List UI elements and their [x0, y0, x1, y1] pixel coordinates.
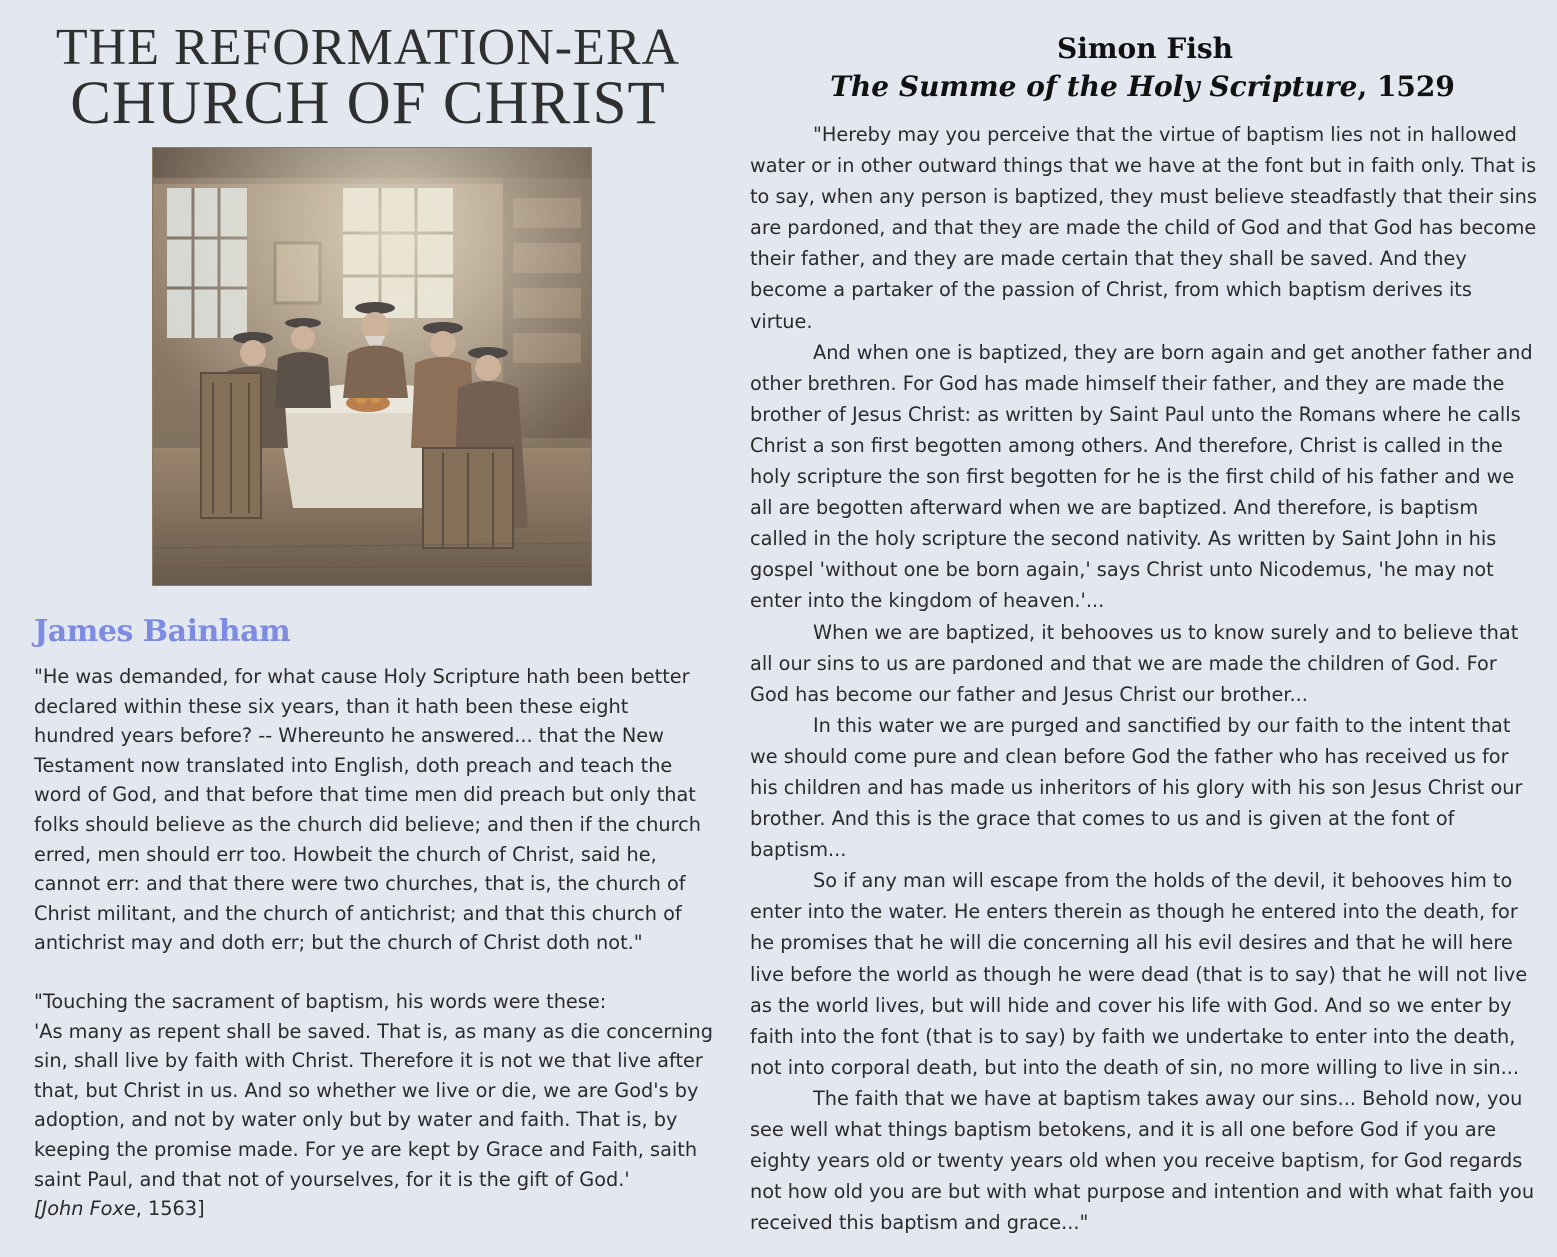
bainham-quote: [34, 662, 714, 1224]
fish-work: [745, 68, 1540, 106]
fish-paragraph-5: So if any man will escape from the holds of the devil, it behooves him to enter into the water. He enters therein as though he entered into the death, for he promises that he will die concerning all his evil desires and that he will here live before the world as though he were dead (that is to say) that he will not live as the world lives, but will hide and cover his life with God. And so we enter by faith into the font (that is to say) by faith we undertake to enter into the death, not into corporal death, but into the death of sin, no more willing to live in sin...: [750, 869, 1528, 1079]
page-title: [34, 19, 714, 137]
reformation-meeting-painting: [152, 147, 592, 586]
fish-work-title: The Summe of the Holy Scripture: [830, 70, 1358, 103]
page-title-line-2: CHURCH OF CHRIST: [70, 70, 666, 137]
bainham-citation: [34, 1194, 714, 1224]
left-column: [34, 19, 714, 1221]
fish-paragraph-3: When we are baptized, it behooves us to know surely and to believe that all our sins to us are pardoned and that we are made the children of God. For God has become our father and Jesus Christ our brother...: [750, 620, 1519, 706]
page-title-line-1: THE REFORMATION-ERA: [55, 19, 681, 76]
fish-paragraph-1: "Hereby may you perceive that the virtue of baptism lies not in hallowed water or in other outward things that we have at the font but in faith only. That is to say, when any person is baptized, they must believe steadfastly that their sins are pardoned, and that they are made the child of God and that God has become their father, and they are made certain that they shall be saved. And they become a partaker of the passion of Christ, from which baptism derives its virtue.: [750, 123, 1537, 333]
citation-rest: , 1563]: [135, 1197, 205, 1221]
fish-paragraph-4: In this water we are purged and sanctified by our faith to the intent that we should come pure and clean before God the father who has received us for his children and has made us inheritors of his glory with his son Jesus Christ our brother. And this is the grace that comes to us and is given at the font of baptism...: [750, 713, 1523, 862]
citation-open: [: [34, 1197, 42, 1221]
bainham-paragraph-1: "He was demanded, for what cause Holy Scripture hath been better declared within these six years, than it hath been these eight hundred years before? -- Whereunto he answered... that the New Testament now translated into English, doth preach and teach the word of God, and that before that time men did preach but only that folks should believe as the church did believe; and then if the church erred, men should err too. Howbeit the church of Christ, said he, cannot err: and that there were two churches, that is, the church of Christ militant, and the church of antichrist; and that this church of antichrist may and doth err; but the church of Christ doth not.": [34, 665, 701, 955]
fish-quote: [750, 119, 1540, 1238]
bainham-paragraph-2: "Touching the sacrament of baptism, his words were these:: [34, 989, 607, 1013]
bainham-paragraph-3: 'As many as repent shall be saved. That is, as many as die concerning sin, shall live by faith with Christ. Therefore it is not we that live after that, but Christ in us. And so whether we live or die, we are God's by adoption, and not by water only but by water and faith. That is, by keeping the promise made. For ye are kept by Grace and Faith, saith saint Paul, and that not of yourselves, for it is the gift of God.': [34, 1019, 713, 1191]
citation-author: John Foxe: [41, 1197, 136, 1221]
fish-paragraph-6: The faith that we have at baptism takes away our sins... Behold now, you see well what things baptism betokens, and it is all one before God if you are eighty years old or twenty years old when you receive baptism, for God regards not how old you are but with what purpose and intention and with what faith you received this baptism and grace...": [750, 1086, 1535, 1235]
fish-heading: [750, 30, 1540, 106]
right-column: [750, 30, 1540, 1238]
fish-author: Simon Fish: [1057, 32, 1233, 65]
fish-paragraph-2: And when one is baptized, they are born again and get another father and other brethren. For God has made himself their father, and they are made the brother of Jesus Christ: as written by Saint Paul unto the Romans where he calls Christ a son first begotten among others. And therefore, Christ is called in the holy scripture the son first begotten for he is the first child of his father and we all are begotten afterward when we are baptized. And therefore, is baptism called in the holy scripture the second nativity. As written by Saint John in his gospel 'without one be born again,' says Christ unto Nicodemus, 'he may not enter into the kingdom of heaven.'...: [750, 340, 1533, 613]
bainham-heading: James Bainham: [34, 614, 291, 649]
fish-work-year: , 1529: [1357, 70, 1455, 103]
